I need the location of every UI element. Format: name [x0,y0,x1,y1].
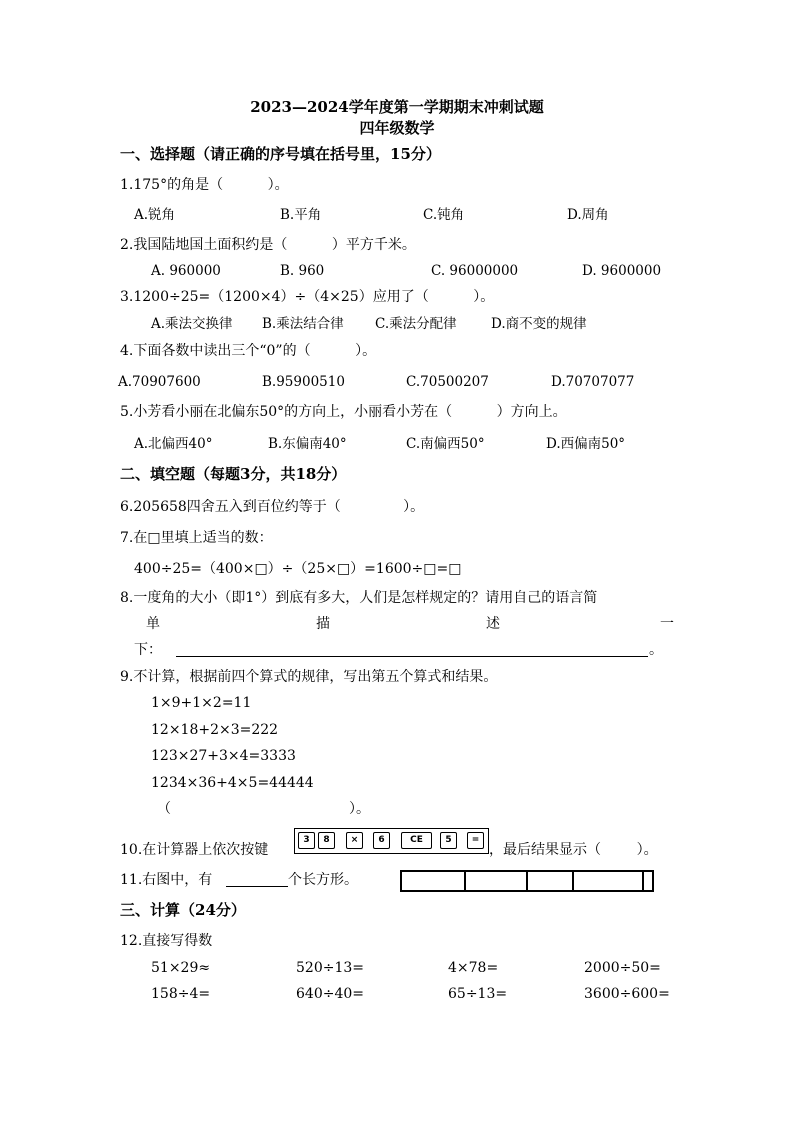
q1-option-a: A.锐角 [134,207,176,223]
exam-title: 2023—2024学年度第一学期期末冲刺试题 [250,98,544,116]
rectangles-figure [400,870,654,892]
q2-option-c: C. 96000000 [431,263,519,279]
q3-option-a: A.乘法交换律 [151,316,233,332]
calc-key-multiply: × [346,832,363,849]
question-1: 1.175°的角是（ ）。 [120,177,289,193]
q1-option-b: B.平角 [280,207,322,223]
q8-answer-line[interactable] [176,656,648,657]
q8-word-3: 述 [486,616,500,632]
q5-option-c: C.南偏西50° [406,436,485,452]
rect-divider-1 [464,872,466,890]
calc-key-8: 8 [318,832,335,849]
question-8: 8.一度角的大小（即1°）到底有多大，人们是怎样规定的？请用自己的语言简 [120,590,598,606]
rect-divider-2 [526,872,528,890]
question-6: 6.205658四舍五入到百位约等于（ ）。 [120,499,425,515]
q3-option-d: D.商不变的规律 [491,316,587,332]
question-12: 12.直接写得数 [120,933,213,949]
q5-option-a: A.北偏西40° [134,436,213,452]
q9-answer-blank: （ ）。 [157,801,371,817]
q4-option-a: A.70907600 [118,374,201,390]
q12-r2-c4: 3600÷600= [584,986,670,1002]
question-3: 3.1200÷25=（1200×4）÷（4×25）应用了（ ）。 [120,289,495,305]
q4-option-d: D.70707077 [551,374,635,390]
q12-r2-c2: 640÷40= [296,986,364,1002]
q12-r1-c1: 51×29≈ [151,960,211,976]
exam-subtitle: 四年级数学 [359,119,435,137]
rect-divider-3 [572,872,574,890]
q8-answer-prefix: 下： [134,642,162,658]
q9-formula-4: 1234×36+4×5=44444 [151,775,314,791]
q11-tail: 个长方形。 [288,872,358,888]
q12-r1-c3: 4×78= [448,960,499,976]
section-1-heading: 一、选择题（请正确的序号填在括号里，15分） [120,145,441,163]
calc-key-5: 5 [440,832,457,849]
question-2: 2.我国陆地国土面积约是（ ）平方千米。 [120,237,416,253]
q3-option-c: C.乘法分配律 [375,316,457,332]
question-7-expression: 400÷25=（400×□）÷（25×□）=1600÷□=□ [134,561,462,577]
question-5: 5.小芳看小丽在北偏东50°的方向上，小丽看小芳在（ ）方向上。 [120,404,567,420]
q9-formula-2: 12×18+2×3=222 [151,722,279,738]
q8-word-2: 描 [316,616,330,632]
q2-option-b: B. 960 [280,263,325,279]
q4-option-b: B.95900510 [262,374,345,390]
q10-tail: ，最后结果显示（ ）。 [489,842,658,858]
q5-option-b: B.东偏南40° [268,436,347,452]
q3-option-b: B.乘法结合律 [262,316,344,332]
calc-key-ce: CE [401,832,432,849]
calc-key-3: 3 [298,832,315,849]
q8-word-1: 单 [146,616,160,632]
rect-divider-4 [642,872,644,890]
question-10: 10.在计算器上依次按键 [120,842,269,858]
question-9: 9.不计算，根据前四个算式的规律，写出第五个算式和结果。 [120,669,498,685]
calc-key-equals: = [467,832,484,849]
calc-key-6: 6 [373,832,390,849]
q1-option-c: C.钝角 [423,207,465,223]
question-4: 4.下面各数中读出三个“0”的（ ）。 [120,343,377,359]
q2-option-d: D. 9600000 [582,263,662,279]
q8-answer-suffix: 。 [649,642,663,658]
q9-formula-3: 123×27+3×4=3333 [151,748,296,764]
q8-word-4: 一 [660,616,674,632]
question-7: 7.在□里填上适当的数： [120,530,273,546]
q2-option-a: A. 960000 [151,263,221,279]
section-2-heading: 二、填空题（每题3分，共18分） [120,465,347,483]
q12-r1-c2: 520÷13= [296,960,364,976]
q4-option-c: C.70500207 [406,374,489,390]
q1-option-d: D.周角 [567,207,609,223]
q9-formula-1: 1×9+1×2=11 [151,695,252,711]
section-3-heading: 三、计算（24分） [120,901,246,919]
q11-answer-line[interactable] [226,886,288,887]
q5-option-d: D.西偏南50° [546,436,626,452]
q12-r2-c1: 158÷4= [151,986,211,1002]
q12-r2-c3: 65÷13= [448,986,508,1002]
question-11: 11.右图中，有 [120,872,213,888]
q12-r1-c4: 2000÷50= [584,960,661,976]
